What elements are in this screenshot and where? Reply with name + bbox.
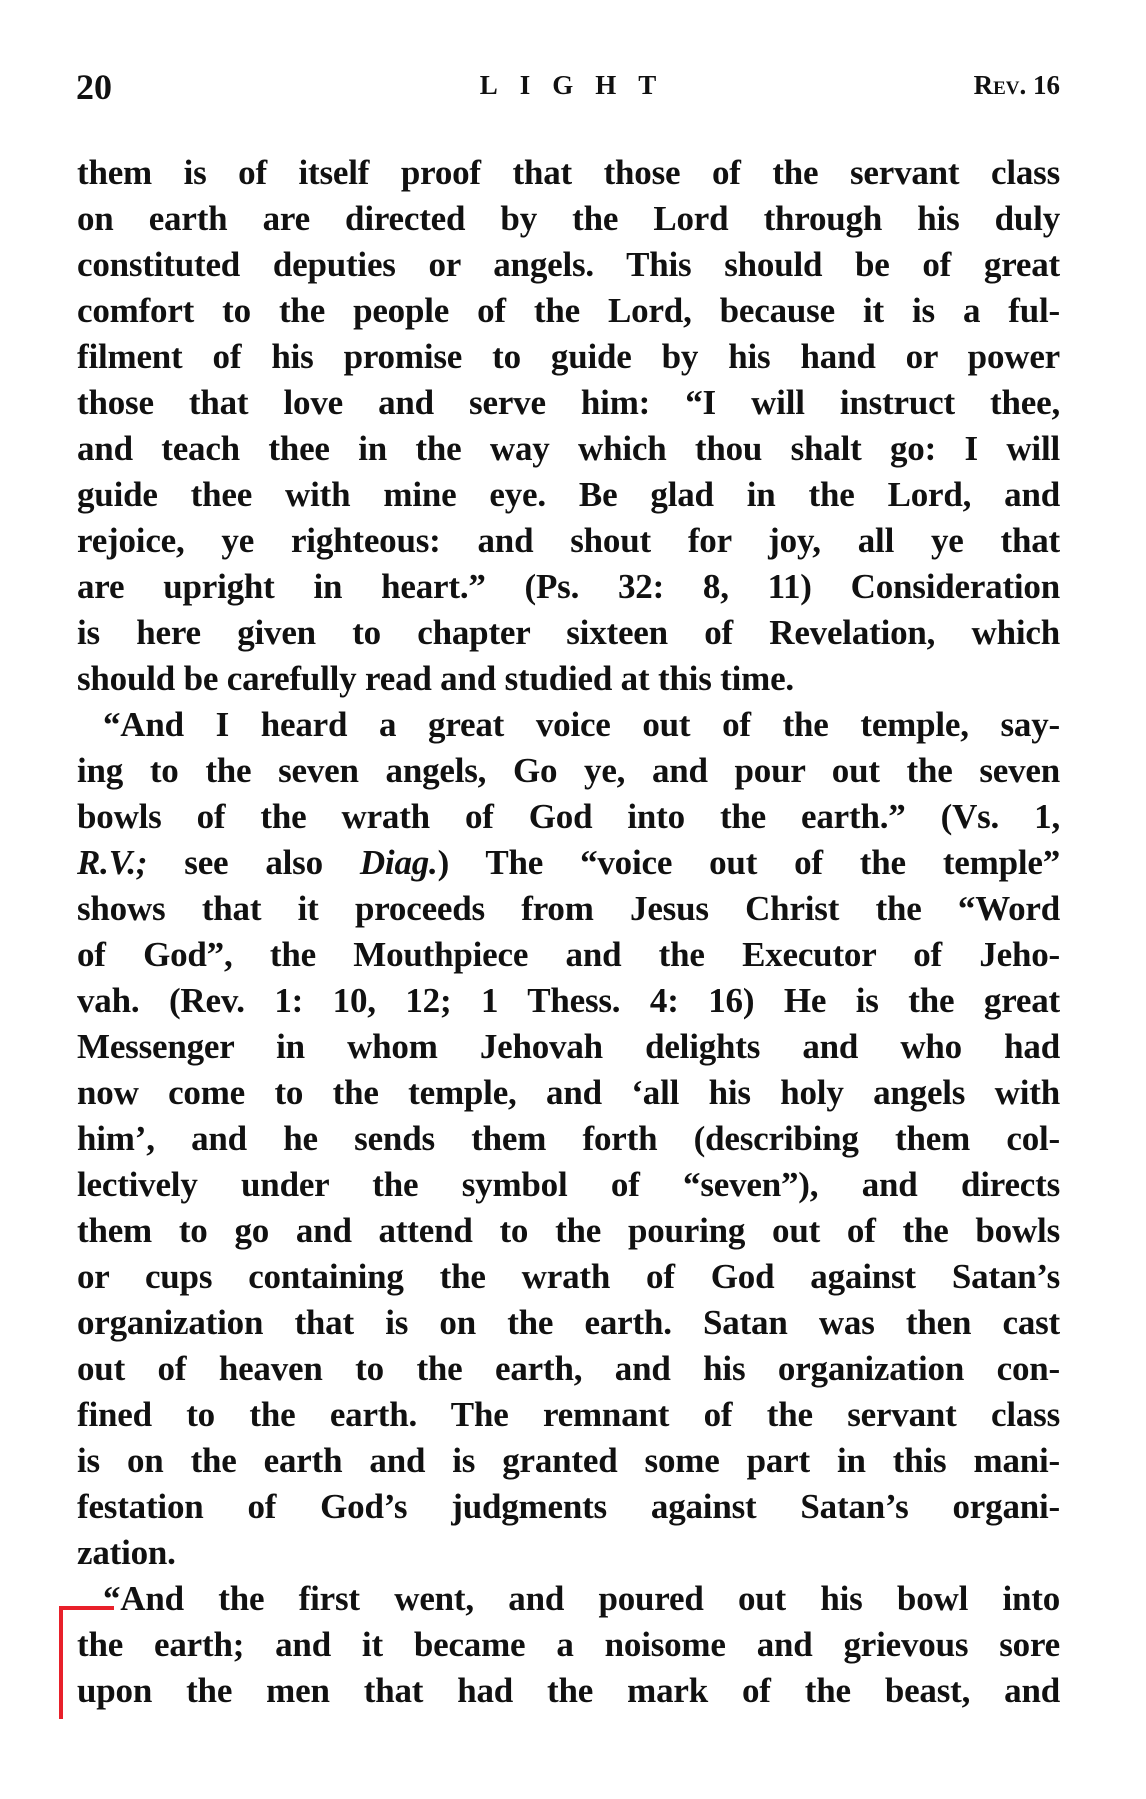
text-segment: them to go and attend to the pouring out of the bowls (77, 1211, 1060, 1250)
red-bracket-annotation (59, 1606, 114, 1719)
text-segment: those that love and serve him: “I will instruct thee, (77, 383, 1060, 422)
text-line (77, 978, 1060, 1024)
text-line (77, 932, 1060, 978)
text-segment: “And the first went, and poured out his bowl into (103, 1579, 1060, 1618)
text-segment: now come to the temple, and ‘all his holy angels with (77, 1073, 1060, 1112)
text-segment: is here given to chapter sixteen of Revelation, which (77, 613, 1060, 652)
text-line (77, 840, 1060, 886)
text-line (77, 702, 1060, 748)
text-line (77, 1668, 1060, 1714)
text-segment: zation. (77, 1533, 176, 1572)
text-line (77, 748, 1060, 794)
text-line (77, 1392, 1060, 1438)
text-segment: him’, and he sends them forth (describing them col- (77, 1119, 1060, 1158)
text-segment: organization that is on the earth. Satan was then cast (77, 1303, 1060, 1342)
text-segment: or cups containing the wrath of God against Satan’s (77, 1257, 1060, 1296)
italic-text: Diag. (359, 843, 438, 882)
text-segment: of God”, the Mouthpiece and the Executor of Jeho- (77, 935, 1060, 974)
text-line (77, 288, 1060, 334)
text-line (77, 1622, 1060, 1668)
text-line (77, 1162, 1060, 1208)
text-line (77, 1070, 1060, 1116)
text-segment: see also (147, 843, 360, 882)
text-line (77, 886, 1060, 932)
text-segment: should be carefully read and studied at this time. (77, 659, 794, 698)
text-segment: is on the earth and is granted some part in this mani- (77, 1441, 1060, 1480)
text-segment: shows that it proceeds from Jesus Christ the “Word (77, 889, 1060, 928)
text-line (77, 196, 1060, 242)
text-segment: filment of his promise to guide by his hand or power (77, 337, 1060, 376)
text-segment: “And I heard a great voice out of the temple, say- (103, 705, 1060, 744)
text-segment: lectively under the symbol of “seven”), and directs (77, 1165, 1060, 1204)
text-line (77, 426, 1060, 472)
text-segment: bowls of the wrath of God into the earth.” (Vs. 1, (77, 797, 1060, 836)
text-line (77, 1484, 1060, 1530)
text-line (77, 472, 1060, 518)
text-segment: ) The “voice out of the temple” (437, 843, 1060, 882)
text-segment: out of heaven to the earth, and his organization con- (77, 1349, 1060, 1388)
text-segment: them is of itself proof that those of the servant class (77, 153, 1060, 192)
text-line (77, 610, 1060, 656)
text-segment: rejoice, ye righteous: and shout for joy, all ye that (77, 521, 1060, 560)
text-line (77, 1024, 1060, 1070)
text-line (77, 1530, 1060, 1576)
text-line (77, 1116, 1060, 1162)
text-segment: and teach thee in the way which thou shalt go: I will (77, 429, 1060, 468)
text-segment: are upright in heart.” (Ps. 32: 8, 11) Consideration (77, 567, 1060, 606)
text-segment: guide thee with mine eye. Be glad in the Lord, and (77, 475, 1060, 514)
text-line (77, 150, 1060, 196)
text-line (77, 518, 1060, 564)
page-number: 20 (76, 67, 112, 107)
text-segment: the earth; and it became a noisome and grievous sore (77, 1625, 1060, 1664)
text-segment: Messenger in whom Jehovah delights and who had (77, 1027, 1060, 1066)
text-line (77, 380, 1060, 426)
text-segment: fined to the earth. The remnant of the servant class (77, 1395, 1060, 1434)
text-line (77, 1346, 1060, 1392)
text-line (77, 794, 1060, 840)
body-text (77, 150, 1060, 1714)
text-segment: upon the men that had the mark of the beast, and (77, 1671, 1060, 1710)
text-segment: constituted deputies or angels. This should be of great (77, 245, 1060, 284)
text-segment: comfort to the people of the Lord, because it is a ful- (77, 291, 1060, 330)
text-line (77, 1438, 1060, 1484)
running-header (76, 66, 1060, 110)
text-line (77, 1208, 1060, 1254)
text-segment: festation of God’s judgments against Satan’s organi- (77, 1487, 1060, 1526)
text-line (77, 1254, 1060, 1300)
text-segment: on earth are directed by the Lord through his duly (77, 199, 1060, 238)
text-segment: ing to the seven angels, Go ye, and pour out the seven (77, 751, 1060, 790)
text-line (77, 564, 1060, 610)
text-line (77, 242, 1060, 288)
text-line (77, 334, 1060, 380)
text-segment: vah. (Rev. 1: 10, 12; 1 Thess. 4: 16) He is the great (77, 981, 1060, 1020)
chapter-reference: Rev. 16 (973, 70, 1060, 100)
text-line (77, 1576, 1060, 1622)
text-line (77, 656, 1060, 702)
running-title: LIGHT (479, 70, 679, 100)
text-line (77, 1300, 1060, 1346)
italic-text: R.V.; (77, 843, 148, 882)
